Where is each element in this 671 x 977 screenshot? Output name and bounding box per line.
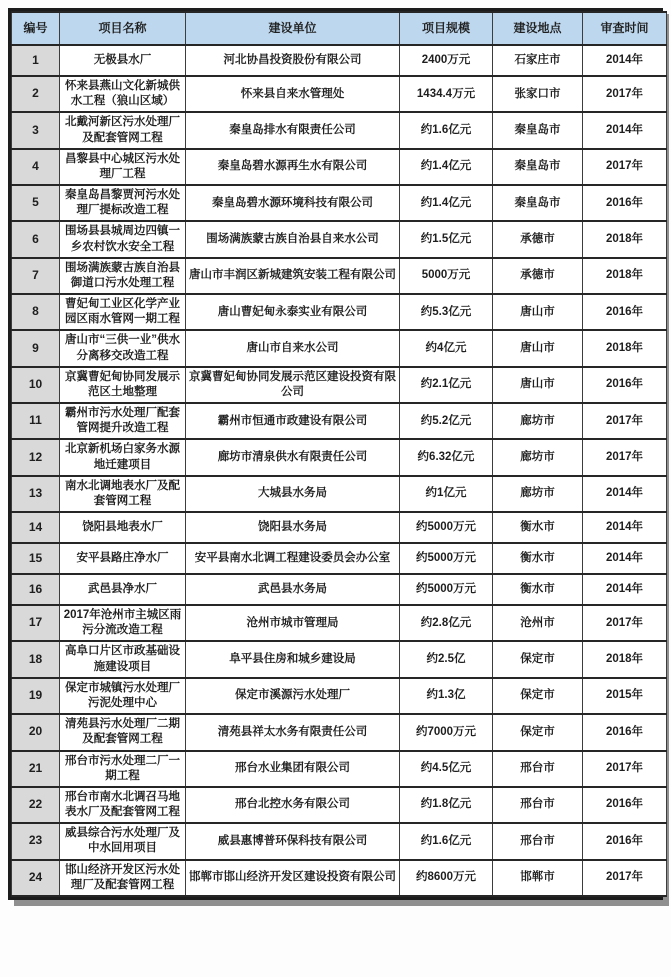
- column-header-location: 建设地点: [493, 12, 583, 45]
- column-header-name: 项目名称: [60, 12, 186, 45]
- cell-name: 秦皇岛昌黎贾河污水处理厂提标改造工程: [60, 185, 186, 221]
- cell-name: 邢台市污水处理二厂一期工程: [60, 751, 186, 787]
- table-row: [12, 258, 667, 294]
- cell-year: 2016年: [583, 787, 667, 823]
- cell-unit: 邢台水业集团有限公司: [186, 751, 400, 787]
- cell-id: 20: [12, 714, 60, 750]
- cell-year: 2014年: [583, 543, 667, 574]
- header-row: [12, 12, 667, 45]
- cell-name: 清苑县污水处理厂二期及配套管网工程: [60, 714, 186, 750]
- cell-year: 2017年: [583, 76, 667, 112]
- cell-loc: 邢台市: [493, 751, 583, 787]
- cell-name: 霸州市污水处理厂配套管网提升改造工程: [60, 403, 186, 439]
- cell-unit: 秦皇岛排水有限责任公司: [186, 112, 400, 148]
- cell-year: 2018年: [583, 221, 667, 257]
- cell-id: 13: [12, 476, 60, 512]
- cell-unit: 霸州市恒通市政建设有限公司: [186, 403, 400, 439]
- cell-scale: 约1.4亿元: [400, 185, 493, 221]
- cell-name: 围场满族蒙古族自治县御道口污水处理工程: [60, 258, 186, 294]
- cell-year: 2014年: [583, 112, 667, 148]
- cell-id: 11: [12, 403, 60, 439]
- cell-scale: 约5.2亿元: [400, 403, 493, 439]
- cell-year: 2018年: [583, 258, 667, 294]
- cell-id: 17: [12, 605, 60, 641]
- cell-id: 12: [12, 439, 60, 475]
- cell-id: 24: [12, 860, 60, 896]
- table-row: [12, 641, 667, 677]
- table-row: [12, 367, 667, 403]
- cell-scale: 2400万元: [400, 45, 493, 76]
- table-row: [12, 574, 667, 605]
- cell-id: 7: [12, 258, 60, 294]
- cell-loc: 秦皇岛市: [493, 149, 583, 185]
- table-row: [12, 787, 667, 823]
- table-row: [12, 403, 667, 439]
- cell-unit: 秦皇岛碧水源环境科技有限公司: [186, 185, 400, 221]
- column-header-unit: 建设单位: [186, 12, 400, 45]
- cell-scale: 约2.8亿元: [400, 605, 493, 641]
- cell-name: 昌黎县中心城区污水处理厂工程: [60, 149, 186, 185]
- cell-id: 15: [12, 543, 60, 574]
- cell-name: 京冀曹妃甸协同发展示范区土地整理: [60, 367, 186, 403]
- cell-unit: 威县惠博普环保科技有限公司: [186, 823, 400, 859]
- cell-id: 16: [12, 574, 60, 605]
- cell-loc: 秦皇岛市: [493, 185, 583, 221]
- table-header: [12, 12, 667, 45]
- cell-scale: 约1.4亿元: [400, 149, 493, 185]
- cell-id: 1: [12, 45, 60, 76]
- cell-unit: 饶阳县水务局: [186, 512, 400, 543]
- cell-scale: 约5.3亿元: [400, 294, 493, 330]
- cell-name: 北京新机场白家务水源地迁建项目: [60, 439, 186, 475]
- cell-year: 2014年: [583, 512, 667, 543]
- cell-scale: 约8600万元: [400, 860, 493, 896]
- cell-loc: 唐山市: [493, 330, 583, 366]
- cell-id: 6: [12, 221, 60, 257]
- table-row: [12, 823, 667, 859]
- cell-loc: 保定市: [493, 678, 583, 714]
- cell-unit: 保定市溪源污水处理厂: [186, 678, 400, 714]
- cell-loc: 承德市: [493, 258, 583, 294]
- cell-scale: 约4.5亿元: [400, 751, 493, 787]
- cell-scale: 约1亿元: [400, 476, 493, 512]
- cell-loc: 衡水市: [493, 543, 583, 574]
- cell-loc: 保定市: [493, 641, 583, 677]
- table-row: [12, 751, 667, 787]
- cell-loc: 廊坊市: [493, 439, 583, 475]
- cell-name: 邢台市南水北调召马地表水厂及配套管网工程: [60, 787, 186, 823]
- cell-unit: 河北协昌投资股份有限公司: [186, 45, 400, 76]
- cell-unit: 清苑县祥太水务有限责任公司: [186, 714, 400, 750]
- cell-unit: 大城县水务局: [186, 476, 400, 512]
- table-row: [12, 439, 667, 475]
- table-row: [12, 294, 667, 330]
- cell-id: 22: [12, 787, 60, 823]
- cell-year: 2018年: [583, 641, 667, 677]
- cell-unit: 唐山曹妃甸永泰实业有限公司: [186, 294, 400, 330]
- cell-loc: 沧州市: [493, 605, 583, 641]
- cell-unit: 围场满族蒙古族自治县自来水公司: [186, 221, 400, 257]
- cell-year: 2016年: [583, 185, 667, 221]
- cell-id: 3: [12, 112, 60, 148]
- projects-table-container: [8, 8, 663, 900]
- cell-name: 高阜口片区市政基础设施建设项目: [60, 641, 186, 677]
- table-row: [12, 860, 667, 896]
- cell-year: 2016年: [583, 823, 667, 859]
- table-row: [12, 605, 667, 641]
- cell-loc: 石家庄市: [493, 45, 583, 76]
- cell-id: 5: [12, 185, 60, 221]
- cell-loc: 唐山市: [493, 367, 583, 403]
- cell-year: 2018年: [583, 330, 667, 366]
- cell-id: 18: [12, 641, 60, 677]
- column-header-scale: 项目规模: [400, 12, 493, 45]
- cell-id: 9: [12, 330, 60, 366]
- cell-id: 8: [12, 294, 60, 330]
- table-row: [12, 714, 667, 750]
- projects-table: [11, 11, 667, 897]
- cell-unit: 唐山市自来水公司: [186, 330, 400, 366]
- cell-name: 邯山经济开发区污水处理厂及配套管网工程: [60, 860, 186, 896]
- table-row: [12, 76, 667, 112]
- cell-loc: 邢台市: [493, 823, 583, 859]
- cell-scale: 5000万元: [400, 258, 493, 294]
- cell-year: 2016年: [583, 367, 667, 403]
- table-body: [12, 45, 667, 896]
- cell-year: 2017年: [583, 403, 667, 439]
- cell-name: 唐山市“三供一业”供水分离移交改造工程: [60, 330, 186, 366]
- cell-loc: 承德市: [493, 221, 583, 257]
- cell-id: 14: [12, 512, 60, 543]
- column-header-year: 审查时间: [583, 12, 667, 45]
- cell-name: 曹妃甸工业区化学产业园区雨水管网一期工程: [60, 294, 186, 330]
- cell-scale: 约2.5亿: [400, 641, 493, 677]
- cell-scale: 约6.32亿元: [400, 439, 493, 475]
- cell-loc: 秦皇岛市: [493, 112, 583, 148]
- cell-name: 怀来县燕山文化新城供水工程（狼山区域）: [60, 76, 186, 112]
- table-row: [12, 543, 667, 574]
- cell-id: 4: [12, 149, 60, 185]
- cell-unit: 怀来县自来水管理处: [186, 76, 400, 112]
- cell-loc: 廊坊市: [493, 476, 583, 512]
- cell-year: 2014年: [583, 476, 667, 512]
- cell-scale: 约1.3亿: [400, 678, 493, 714]
- cell-unit: 唐山市丰润区新城建筑安装工程有限公司: [186, 258, 400, 294]
- cell-year: 2017年: [583, 751, 667, 787]
- cell-unit: 武邑县水务局: [186, 574, 400, 605]
- cell-year: 2016年: [583, 294, 667, 330]
- table-row: [12, 221, 667, 257]
- cell-loc: 张家口市: [493, 76, 583, 112]
- cell-scale: 约5000万元: [400, 543, 493, 574]
- cell-id: 19: [12, 678, 60, 714]
- table-row: [12, 45, 667, 76]
- cell-loc: 邯郸市: [493, 860, 583, 896]
- cell-name: 南水北调地表水厂及配套管网工程: [60, 476, 186, 512]
- cell-scale: 约4亿元: [400, 330, 493, 366]
- table-row: [12, 112, 667, 148]
- cell-id: 10: [12, 367, 60, 403]
- table-row: [12, 678, 667, 714]
- cell-loc: 廊坊市: [493, 403, 583, 439]
- table-row: [12, 512, 667, 543]
- cell-loc: 衡水市: [493, 512, 583, 543]
- cell-scale: 约1.6亿元: [400, 823, 493, 859]
- cell-unit: 廊坊市清泉供水有限责任公司: [186, 439, 400, 475]
- cell-unit: 邯郸市邯山经济开发区建设投资有限公司: [186, 860, 400, 896]
- cell-name: 威县综合污水处理厂及中水回用项目: [60, 823, 186, 859]
- cell-name: 北戴河新区污水处理厂及配套管网工程: [60, 112, 186, 148]
- cell-unit: 沧州市城市管理局: [186, 605, 400, 641]
- cell-name: 2017年沧州市主城区雨污分流改造工程: [60, 605, 186, 641]
- cell-name: 武邑县净水厂: [60, 574, 186, 605]
- cell-name: 围场县县城周边四镇一乡农村饮水安全工程: [60, 221, 186, 257]
- cell-name: 无极县水厂: [60, 45, 186, 76]
- table-row: [12, 330, 667, 366]
- cell-loc: 邢台市: [493, 787, 583, 823]
- cell-year: 2017年: [583, 860, 667, 896]
- cell-scale: 约2.1亿元: [400, 367, 493, 403]
- cell-scale: 约1.8亿元: [400, 787, 493, 823]
- cell-year: 2016年: [583, 714, 667, 750]
- cell-year: 2014年: [583, 574, 667, 605]
- cell-year: 2017年: [583, 605, 667, 641]
- cell-loc: 保定市: [493, 714, 583, 750]
- cell-year: 2017年: [583, 439, 667, 475]
- cell-name: 安平县路庄净水厂: [60, 543, 186, 574]
- cell-id: 23: [12, 823, 60, 859]
- cell-scale: 约1.5亿元: [400, 221, 493, 257]
- cell-scale: 1434.4万元: [400, 76, 493, 112]
- cell-scale: 约7000万元: [400, 714, 493, 750]
- cell-scale: 约5000万元: [400, 512, 493, 543]
- cell-year: 2015年: [583, 678, 667, 714]
- cell-year: 2014年: [583, 45, 667, 76]
- cell-scale: 约5000万元: [400, 574, 493, 605]
- cell-id: 21: [12, 751, 60, 787]
- cell-name: 饶阳县地表水厂: [60, 512, 186, 543]
- cell-unit: 京冀曹妃甸协同发展示范区建设投资有限公司: [186, 367, 400, 403]
- cell-year: 2017年: [583, 149, 667, 185]
- cell-unit: 阜平县住房和城乡建设局: [186, 641, 400, 677]
- cell-unit: 秦皇岛碧水源再生水有限公司: [186, 149, 400, 185]
- cell-id: 2: [12, 76, 60, 112]
- cell-loc: 衡水市: [493, 574, 583, 605]
- cell-name: 保定市城镇污水处理厂污泥处理中心: [60, 678, 186, 714]
- cell-loc: 唐山市: [493, 294, 583, 330]
- cell-unit: 邢台北控水务有限公司: [186, 787, 400, 823]
- table-row: [12, 476, 667, 512]
- cell-scale: 约1.6亿元: [400, 112, 493, 148]
- table-row: [12, 149, 667, 185]
- cell-unit: 安平县南水北调工程建设委员会办公室: [186, 543, 400, 574]
- column-header-id: 编号: [12, 12, 60, 45]
- table-row: [12, 185, 667, 221]
